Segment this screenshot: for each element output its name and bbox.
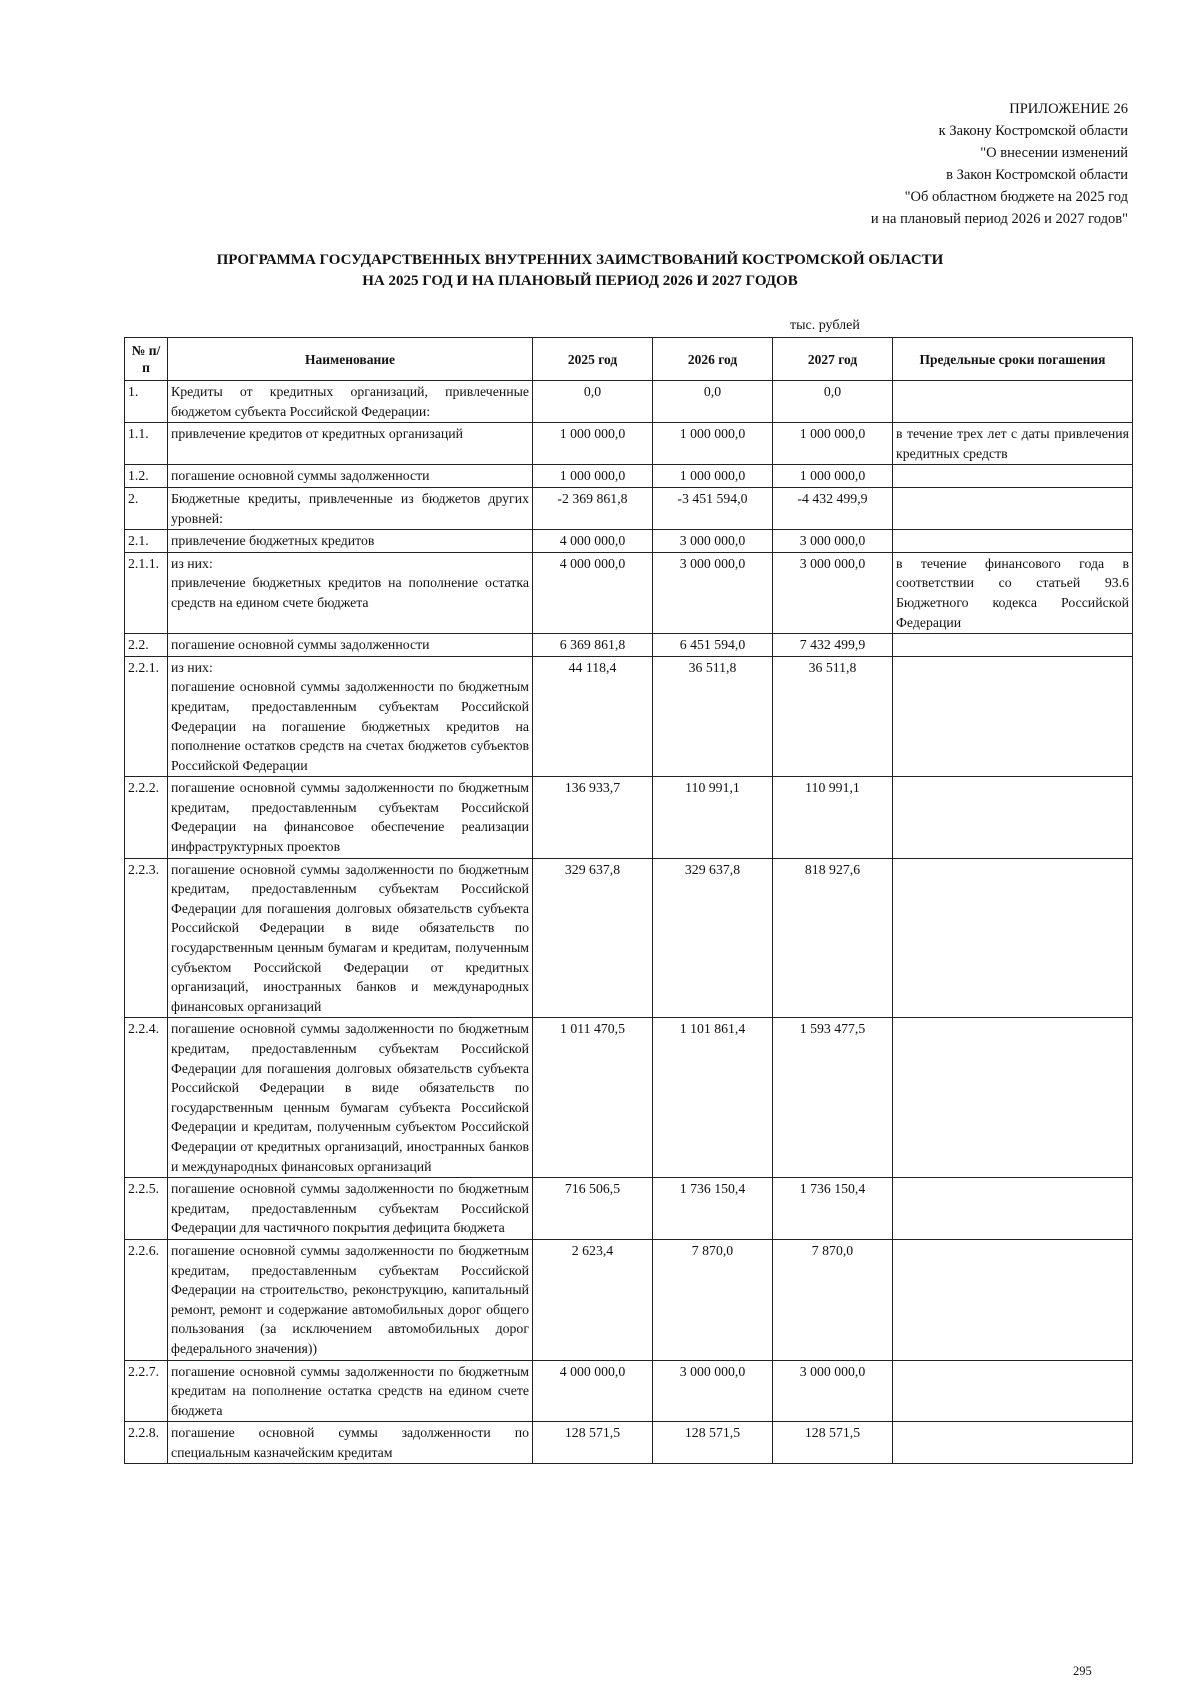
repayment-term [893, 530, 1133, 553]
title-line-1: ПРОГРАММА ГОСУДАРСТВЕННЫХ ВНУТРЕННИХ ЗАИМСТВОВАНИЙ КОСТРОМСКОЙ ОБЛАСТИ [216, 252, 944, 268]
table-row [125, 1360, 1133, 1422]
value-2025: 4 000 000,0 [533, 1360, 653, 1422]
table-body [125, 381, 1133, 1464]
row-number: 2.2.1. [125, 656, 168, 777]
table-row [125, 1239, 1133, 1360]
value-2027: 1 000 000,0 [773, 423, 893, 465]
table-row [125, 777, 1133, 858]
row-number: 1.2. [125, 465, 168, 488]
row-number: 2.2.7. [125, 1360, 168, 1422]
value-2026: 7 870,0 [653, 1239, 773, 1360]
row-number: 2. [125, 487, 168, 529]
row-name: погашение основной суммы задолженности по бюджетным кредитам, предоставленным субъектам Российской Федерации для погашения долговых обязательств субъекта Российской Федерации в виде обязательств по государственным ценным бумагам субъекта Российской Федерации и кредитам, полученным субъектом Российской Федерации от кредитных организаций, иностранных банков и международных финансовых организаций [168, 1018, 533, 1178]
document-title [125, 250, 1035, 292]
table-row [125, 656, 1133, 777]
table-row [125, 552, 1133, 633]
appendix-line: ПРИЛОЖЕНИЕ 26 [1009, 101, 1128, 117]
header-2026: 2026 год [653, 338, 773, 381]
header-term: Предельные сроки погашения [893, 338, 1133, 381]
title-line-2: НА 2025 ГОД И НА ПЛАНОВЫЙ ПЕРИОД 2026 И 2027 ГОДОВ [362, 273, 798, 289]
header-name: Наименование [168, 338, 533, 381]
value-2026: 128 571,5 [653, 1422, 773, 1464]
row-number: 2.2.2. [125, 777, 168, 858]
row-name: из них: привлечение бюджетных кредитов на пополнение остатка средств на едином счете бюджета [168, 552, 533, 633]
repayment-term [893, 777, 1133, 858]
table-row [125, 381, 1133, 423]
repayment-term [893, 465, 1133, 488]
value-2026: 3 000 000,0 [653, 552, 773, 633]
appendix-line: "Об областном бюджете на 2025 год [904, 189, 1128, 205]
value-2027: 128 571,5 [773, 1422, 893, 1464]
repayment-term [893, 656, 1133, 777]
header-2025: 2025 год [533, 338, 653, 381]
row-number: 2.2. [125, 634, 168, 657]
table-row [125, 423, 1133, 465]
value-2027: -4 432 499,9 [773, 487, 893, 529]
value-2025: 136 933,7 [533, 777, 653, 858]
table-row [125, 1178, 1133, 1240]
row-name: привлечение бюджетных кредитов [168, 530, 533, 553]
row-name: погашение основной суммы задолженности по бюджетным кредитам, предоставленным субъектам Российской Федерации на финансовое обеспечение реализации инфраструктурных проектов [168, 777, 533, 858]
value-2026: 3 000 000,0 [653, 1360, 773, 1422]
value-2027: 1 736 150,4 [773, 1178, 893, 1240]
header-no: № п/п [125, 338, 168, 381]
value-2026: 1 101 861,4 [653, 1018, 773, 1178]
value-2026: 1 000 000,0 [653, 423, 773, 465]
page-number: 295 [1073, 1664, 1092, 1678]
repayment-term: в течение финансового года в соответствии со статьей 93.6 Бюджетного кодекса Российской Федерации [893, 552, 1133, 633]
repayment-term [893, 1360, 1133, 1422]
value-2026: 36 511,8 [653, 656, 773, 777]
value-2025: 0,0 [533, 381, 653, 423]
repayment-term [893, 1018, 1133, 1178]
table-row [125, 858, 1133, 1018]
row-name: погашение основной суммы задолженности [168, 465, 533, 488]
appendix-line: к Закону Костромской области [938, 123, 1128, 139]
row-number: 2.2.8. [125, 1422, 168, 1464]
value-2025: 1 000 000,0 [533, 465, 653, 488]
value-2026: 329 637,8 [653, 858, 773, 1018]
repayment-term [893, 634, 1133, 657]
repayment-term [893, 1422, 1133, 1464]
appendix-line: и на плановый период 2026 и 2027 годов" [870, 211, 1128, 227]
row-name: погашение основной суммы задолженности по бюджетным кредитам, предоставленным субъектам Российской Федерации на строительство, реконструкцию, капитальный ремонт, ремонт и содержание автомобильных дорог общего пользования (за исключением автомобильных дорог федерального значения)) [168, 1239, 533, 1360]
value-2026: 1 736 150,4 [653, 1178, 773, 1240]
repayment-term: в течение трех лет с даты привлечения кредитных средств [893, 423, 1133, 465]
value-2026: 0,0 [653, 381, 773, 423]
row-name: погашение основной суммы задолженности по бюджетным кредитам, предоставленным субъектам Российской Федерации для погашения долговых обязательств субъекта Российской Федерации в виде обязательств по государственным ценным бумагам и кредитам, полученным субъектом Российской Федерации от кредитных организаций, иностранных банков и международных финансовых организаций [168, 858, 533, 1018]
value-2026: -3 451 594,0 [653, 487, 773, 529]
value-2027: 3 000 000,0 [773, 552, 893, 633]
value-2025: 1 011 470,5 [533, 1018, 653, 1178]
value-2025: -2 369 861,8 [533, 487, 653, 529]
row-name: погашение основной суммы задолженности по бюджетным кредитам на пополнение остатка средств на едином счете бюджета [168, 1360, 533, 1422]
repayment-term [893, 858, 1133, 1018]
value-2027: 3 000 000,0 [773, 530, 893, 553]
value-2026: 3 000 000,0 [653, 530, 773, 553]
header-2027: 2027 год [773, 338, 893, 381]
table-row [125, 1018, 1133, 1178]
row-name: Кредиты от кредитных организаций, привлеченные бюджетом субъекта Российской Федерации: [168, 381, 533, 423]
repayment-term [893, 381, 1133, 423]
row-name: привлечение кредитов от кредитных организаций [168, 423, 533, 465]
borrowing-program-table [124, 337, 1133, 1464]
value-2027: 36 511,8 [773, 656, 893, 777]
value-2027: 1 000 000,0 [773, 465, 893, 488]
repayment-term [893, 1178, 1133, 1240]
row-number: 2.2.4. [125, 1018, 168, 1178]
row-number: 2.2.6. [125, 1239, 168, 1360]
value-2025: 716 506,5 [533, 1178, 653, 1240]
value-2025: 128 571,5 [533, 1422, 653, 1464]
row-number: 2.1.1. [125, 552, 168, 633]
value-2025: 2 623,4 [533, 1239, 653, 1360]
value-2027: 110 991,1 [773, 777, 893, 858]
units-label: тыс. рублей [790, 318, 860, 333]
value-2027: 1 593 477,5 [773, 1018, 893, 1178]
row-number: 1. [125, 381, 168, 423]
table-header-row [125, 338, 1133, 381]
row-number: 2.2.3. [125, 858, 168, 1018]
value-2025: 6 369 861,8 [533, 634, 653, 657]
value-2026: 1 000 000,0 [653, 465, 773, 488]
table-row [125, 530, 1133, 553]
row-name: погашение основной суммы задолженности по бюджетным кредитам, предоставленным субъектам Российской Федерации для частичного покрытия дефицита бюджета [168, 1178, 533, 1240]
value-2027: 7 432 499,9 [773, 634, 893, 657]
row-name: погашение основной суммы задолженности по специальным казначейским кредитам [168, 1422, 533, 1464]
value-2026: 6 451 594,0 [653, 634, 773, 657]
appendix-block [668, 98, 1128, 230]
table-row [125, 487, 1133, 529]
row-name: погашение основной суммы задолженности [168, 634, 533, 657]
row-number: 2.1. [125, 530, 168, 553]
value-2025: 44 118,4 [533, 656, 653, 777]
row-number: 1.1. [125, 423, 168, 465]
row-name: из них: погашение основной суммы задолженности по бюджетным кредитам, предоставленным субъектам Российской Федерации на погашение бюджетных кредитов на пополнение остатков средств на счетах бюджетов субъектов Российской Федерации [168, 656, 533, 777]
table-row [125, 465, 1133, 488]
value-2027: 818 927,6 [773, 858, 893, 1018]
value-2027: 0,0 [773, 381, 893, 423]
value-2027: 3 000 000,0 [773, 1360, 893, 1422]
value-2027: 7 870,0 [773, 1239, 893, 1360]
row-name: Бюджетные кредиты, привлеченные из бюджетов других уровней: [168, 487, 533, 529]
value-2025: 329 637,8 [533, 858, 653, 1018]
repayment-term [893, 1239, 1133, 1360]
repayment-term [893, 487, 1133, 529]
value-2025: 1 000 000,0 [533, 423, 653, 465]
table-row [125, 634, 1133, 657]
value-2025: 4 000 000,0 [533, 552, 653, 633]
appendix-line: в Закон Костромской области [946, 167, 1128, 183]
value-2026: 110 991,1 [653, 777, 773, 858]
appendix-line: "О внесении изменений [980, 145, 1128, 161]
table-row [125, 1422, 1133, 1464]
row-number: 2.2.5. [125, 1178, 168, 1240]
value-2025: 4 000 000,0 [533, 530, 653, 553]
